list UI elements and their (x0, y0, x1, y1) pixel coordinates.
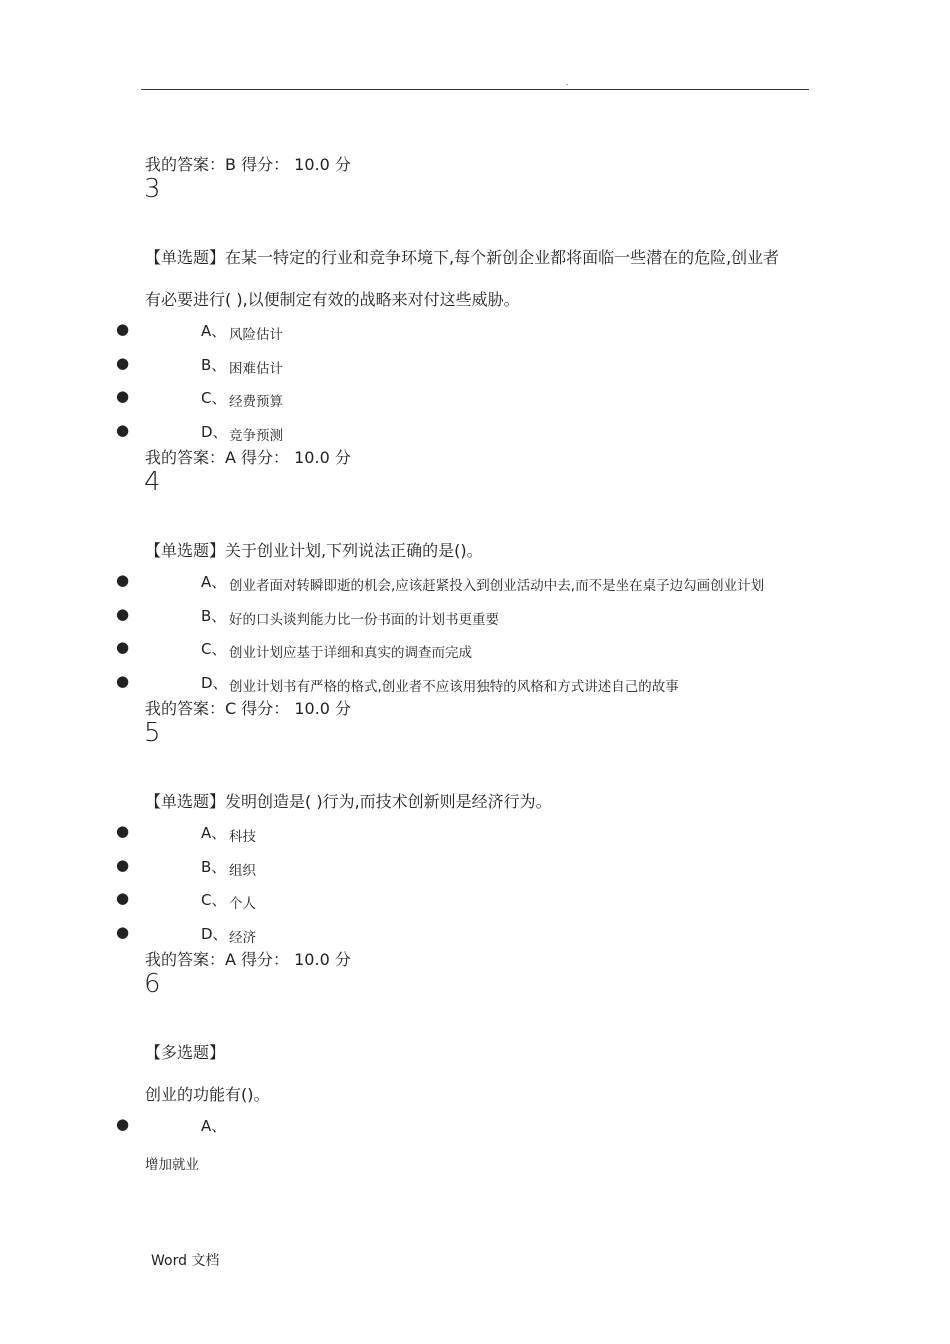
option-letter: D、 (201, 674, 228, 692)
answer-line-q2: 我的答案：B 得分： 10.0 分 (145, 155, 351, 174)
bullet-icon: ● (116, 856, 130, 874)
option-text: 个人 (229, 896, 256, 912)
question-number-4: 4 (144, 467, 161, 497)
option-text: 增加就业 (145, 1157, 199, 1173)
question-text-3-line-1: 【单选题】在某一特定的行业和竞争环境下,每个新创企业都将面临一些潜在的危险,创业者 (145, 248, 780, 267)
question-number-6: 6 (144, 969, 161, 999)
option-letter: A、 (201, 1117, 227, 1135)
option-text: 科技 (229, 829, 256, 845)
header-rule (141, 89, 809, 90)
bullet-icon: ● (116, 638, 130, 656)
option-text: 经费预算 (229, 394, 283, 410)
answer-line-q5: 我的答案：A 得分： 10.0 分 (145, 950, 351, 969)
option-letter: C、 (201, 389, 227, 407)
option-letter: B、 (201, 356, 227, 374)
bullet-icon: ● (116, 923, 130, 941)
option-letter: B、 (201, 607, 227, 625)
option-text: 创业者面对转瞬即逝的机会,应该赶紧投入到创业活动中去,而不是坐在桌子边勾画创业计划 (229, 578, 765, 594)
footer-label: Word 文档 (151, 1253, 220, 1269)
bullet-icon: ● (116, 1115, 130, 1133)
option-letter: A、 (201, 824, 227, 842)
option-letter: A、 (201, 573, 227, 591)
option-letter: D、 (201, 423, 228, 441)
option-letter: D、 (201, 925, 228, 943)
option-letter: A、 (201, 322, 227, 340)
bullet-icon: ● (116, 387, 130, 405)
question-type-6: 【多选题】 (145, 1043, 226, 1062)
option-text: 竞争预测 (229, 428, 283, 444)
question-text-3-line-2: 有必要进行( ),以便制定有效的战略来对付这些威胁。 (145, 290, 520, 309)
bullet-icon: ● (116, 889, 130, 907)
option-text: 好的口头谈判能力比一份书面的计划书更重要 (229, 612, 499, 628)
answer-line-q3: 我的答案：A 得分： 10.0 分 (145, 448, 351, 467)
bullet-icon: ● (116, 571, 130, 589)
option-text: 创业计划应基于详细和真实的调查而完成 (229, 645, 472, 661)
question-number-3: 3 (144, 174, 161, 204)
bullet-icon: ● (116, 822, 130, 840)
bullet-icon: ● (116, 605, 130, 623)
option-text: 困难估计 (229, 361, 283, 377)
bullet-icon: ● (116, 320, 130, 338)
option-text: 组织 (229, 863, 256, 879)
option-text: 风险估计 (229, 327, 283, 343)
header-dot: . (566, 78, 569, 87)
question-text-4: 【单选题】关于创业计划,下列说法正确的是()。 (145, 541, 483, 560)
bullet-icon: ● (116, 421, 130, 439)
question-text-6: 创业的功能有()。 (145, 1085, 270, 1104)
option-letter: C、 (201, 891, 227, 909)
option-letter: B、 (201, 858, 227, 876)
bullet-icon: ● (116, 672, 130, 690)
question-number-5: 5 (144, 718, 161, 748)
question-text-5: 【单选题】发明创造是( )行为,而技术创新则是经济行为。 (145, 792, 552, 811)
option-text: 经济 (229, 930, 256, 946)
option-letter: C、 (201, 640, 227, 658)
bullet-icon: ● (116, 354, 130, 372)
answer-line-q4: 我的答案：C 得分： 10.0 分 (145, 699, 352, 718)
option-text: 创业计划书有严格的格式,创业者不应该用独特的风格和方式讲述自己的故事 (229, 679, 679, 695)
